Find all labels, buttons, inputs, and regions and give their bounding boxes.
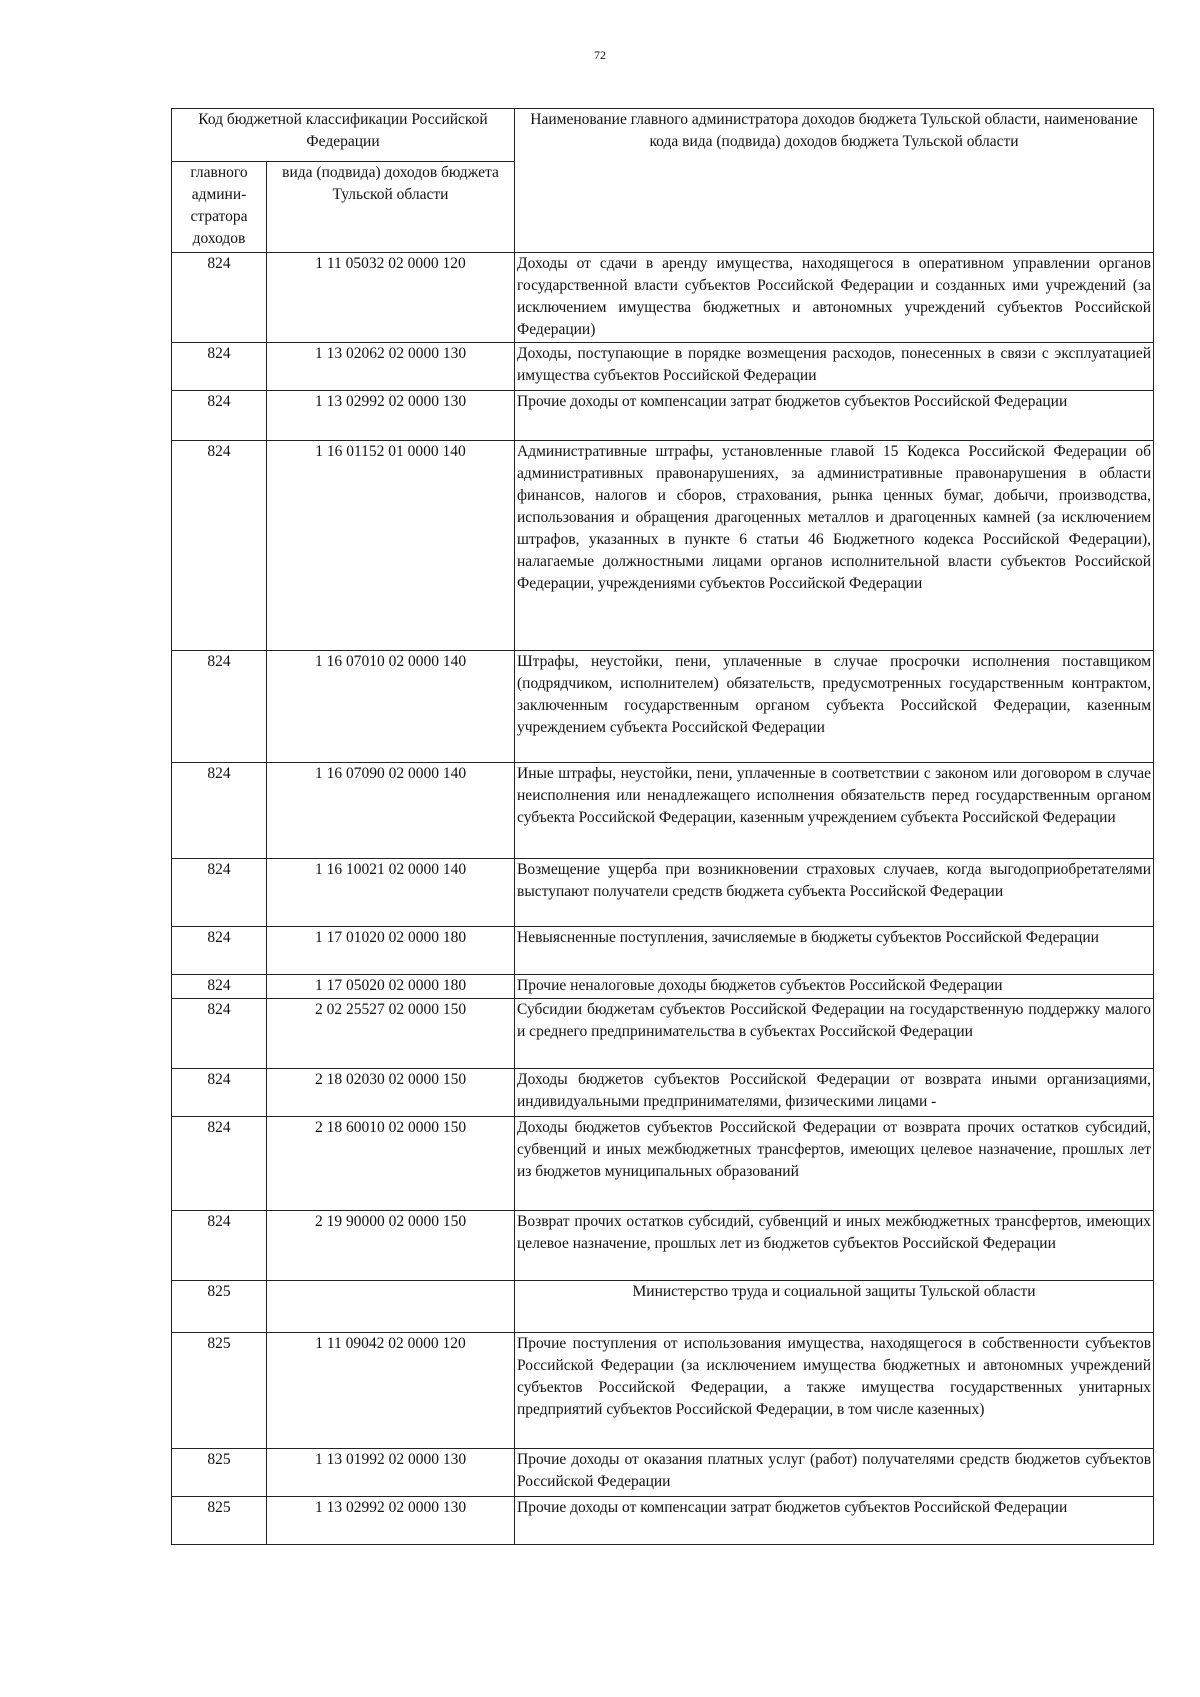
- admin-code-cell: 825: [172, 1281, 267, 1333]
- income-name-cell: Штрафы, неустойки, пени, уплаченные в случае просрочки исполнения поставщиком (подрядчиком, исполнителем) обязательств, предусмотренных государственным контрактом, заключенным государственным органом субъекта Российской Федерации, казенным учреждением субъекта Российской Федерации: [515, 651, 1154, 763]
- income-name-cell: Прочие доходы от оказания платных услуг (работ) получателями средств бюджетов субъектов Российской Федерации: [515, 1449, 1154, 1497]
- admin-code-cell: 824: [172, 999, 267, 1069]
- income-code-cell: 1 11 09042 02 0000 120: [267, 1333, 515, 1449]
- income-name-cell: Прочие поступления от использования имущества, находящегося в собственности субъектов Российской Федерации (за исключением имущества бюджетных и автономных учреждений субъектов Российской Федерации, а также имущества государственных унитарных предприятий субъектов Российской Федерации, в том числе казенных): [515, 1333, 1154, 1449]
- table-row: [172, 975, 1154, 999]
- income-name-cell: Прочие доходы от компенсации затрат бюджетов субъектов Российской Федерации: [515, 391, 1154, 441]
- admin-code-cell: 824: [172, 343, 267, 391]
- income-name-cell: Субсидии бюджетам субъектов Российской Федерации на государственную поддержку малого и среднего предпринимательства в субъектах Российской Федерации: [515, 999, 1154, 1069]
- income-code-cell: 1 13 02992 02 0000 130: [267, 1497, 515, 1545]
- table-row: [172, 391, 1154, 441]
- admin-code-cell: 824: [172, 975, 267, 999]
- page-number: 72: [594, 48, 606, 62]
- admin-code-cell: 824: [172, 763, 267, 859]
- income-name-cell: Доходы бюджетов субъектов Российской Федерации от возврата иными организациями, индивидуальными предпринимателями, физическими лицами -: [515, 1069, 1154, 1117]
- income-code-cell: 1 16 10021 02 0000 140: [267, 859, 515, 927]
- income-code-cell: 2 18 02030 02 0000 150: [267, 1069, 515, 1117]
- table-row: [172, 1117, 1154, 1211]
- income-code-cell: 1 16 07010 02 0000 140: [267, 651, 515, 763]
- table-row: [172, 1211, 1154, 1281]
- income-code-cell: 1 17 01020 02 0000 180: [267, 927, 515, 975]
- table-row: [172, 999, 1154, 1069]
- income-name-cell: Возврат прочих остатков субсидий, субвенций и иных межбюджетных трансфертов, имеющих целевое назначение, прошлых лет из бюджетов субъектов Российской Федерации: [515, 1211, 1154, 1281]
- admin-code-cell: 824: [172, 859, 267, 927]
- income-code-cell: 1 16 07090 02 0000 140: [267, 763, 515, 859]
- income-code-cell: [267, 1281, 515, 1333]
- budget-classification-table: [171, 108, 1154, 1545]
- admin-code-cell: 825: [172, 1497, 267, 1545]
- table-row: [172, 1069, 1154, 1117]
- header-code-col: вида (подвида) доходов бюджета Тульской области: [267, 162, 515, 253]
- table-row: [172, 1281, 1154, 1333]
- table-row: [172, 1497, 1154, 1545]
- income-name-cell: Невыясненные поступления, зачисляемые в бюджеты субъектов Российской Федерации: [515, 927, 1154, 975]
- income-code-cell: 1 16 01152 01 0000 140: [267, 441, 515, 651]
- admin-code-cell: 824: [172, 1211, 267, 1281]
- admin-code-cell: 824: [172, 253, 267, 343]
- table-row: [172, 441, 1154, 651]
- income-code-cell: 2 02 25527 02 0000 150: [267, 999, 515, 1069]
- admin-code-cell: 825: [172, 1449, 267, 1497]
- income-code-cell: 1 13 01992 02 0000 130: [267, 1449, 515, 1497]
- income-name-cell: Возмещение ущерба при возникновении страховых случаев, когда выгодоприобретателями выступают получатели средств бюджета субъекта Российской Федерации: [515, 859, 1154, 927]
- header-admin-col: главного админи-стратора доходов: [172, 162, 267, 253]
- table-row: [172, 343, 1154, 391]
- income-name-cell: Доходы от сдачи в аренду имущества, находящегося в оперативном управлении органов государственной власти субъектов Российской Федерации и созданных ими учреждений (за исключением имущества бюджетных и автономных учреждений субъектов Российской Федерации): [515, 253, 1154, 343]
- admin-code-cell: 824: [172, 927, 267, 975]
- table-row: [172, 927, 1154, 975]
- income-name-cell: Доходы, поступающие в порядке возмещения расходов, понесенных в связи с эксплуатацией имущества субъектов Российской Федерации: [515, 343, 1154, 391]
- table-row: [172, 253, 1154, 343]
- income-code-cell: 1 13 02992 02 0000 130: [267, 391, 515, 441]
- income-name-cell: Прочие неналоговые доходы бюджетов субъектов Российской Федерации: [515, 975, 1154, 999]
- table-row: [172, 763, 1154, 859]
- admin-code-cell: 824: [172, 441, 267, 651]
- admin-code-cell: 824: [172, 651, 267, 763]
- income-name-cell: Административные штрафы, установленные главой 15 Кодекса Российской Федерации об административных правонарушениях, за административные правонарушения в области финансов, налогов и сборов, страхования, рынка ценных бумаг, добычи, производства, использования и обращения драгоценных металлов и драгоценных камней (за исключением штрафов, указанных в пункте 6 статьи 46 Бюджетного кодекса Российской Федерации), налагаемые должностными лицами органов исполнительной власти субъектов Российской Федерации, учреждениями субъектов Российской Федерации: [515, 441, 1154, 651]
- admin-code-cell: 825: [172, 1333, 267, 1449]
- income-code-cell: 1 11 05032 02 0000 120: [267, 253, 515, 343]
- income-name-cell: Прочие доходы от компенсации затрат бюджетов субъектов Российской Федерации: [515, 1497, 1154, 1545]
- header-code-group: Код бюджетной классификации Российской Федерации: [172, 109, 515, 162]
- income-code-cell: 2 19 90000 02 0000 150: [267, 1211, 515, 1281]
- table-row: [172, 1333, 1154, 1449]
- admin-code-cell: 824: [172, 1069, 267, 1117]
- admin-code-cell: 824: [172, 1117, 267, 1211]
- income-code-cell: 2 18 60010 02 0000 150: [267, 1117, 515, 1211]
- table-row: [172, 651, 1154, 763]
- ministry-name-cell: Министерство труда и социальной защиты Тульской области: [515, 1281, 1154, 1333]
- income-code-cell: 1 17 05020 02 0000 180: [267, 975, 515, 999]
- header-name: Наименование главного администратора доходов бюджета Тульской области, наименование кода вида (подвида) доходов бюджета Тульской области: [515, 109, 1154, 253]
- table-row: [172, 1449, 1154, 1497]
- income-name-cell: Доходы бюджетов субъектов Российской Федерации от возврата прочих остатков субсидий, субвенций и иных межбюджетных трансфертов, имеющих целевое назначение, прошлых лет из бюджетов муниципальных образований: [515, 1117, 1154, 1211]
- table-row: [172, 859, 1154, 927]
- admin-code-cell: 824: [172, 391, 267, 441]
- income-name-cell: Иные штрафы, неустойки, пени, уплаченные в соответствии с законом или договором в случае неисполнения или ненадлежащего исполнения обязательств перед государственным органом субъекта Российской Федерации, казенным учреждением субъекта Российской Федерации: [515, 763, 1154, 859]
- table-header-row: [172, 109, 1154, 162]
- income-code-cell: 1 13 02062 02 0000 130: [267, 343, 515, 391]
